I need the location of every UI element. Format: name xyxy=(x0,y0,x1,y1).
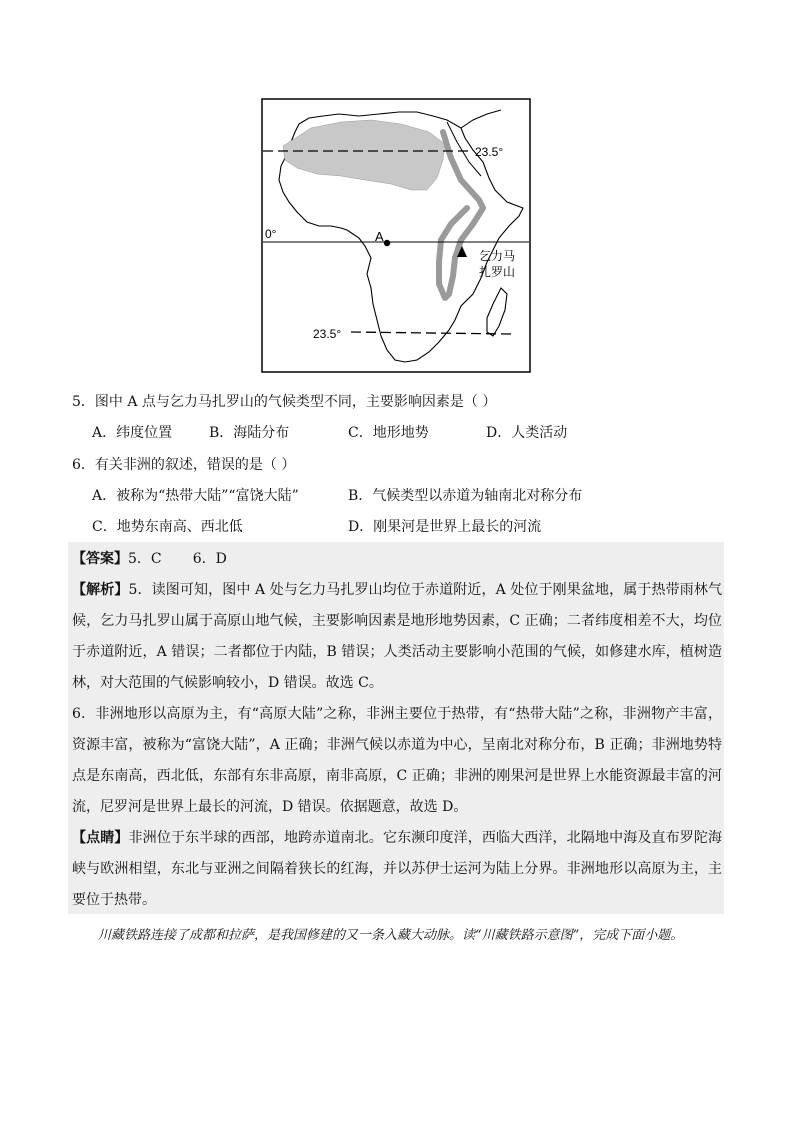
tip-text: 非洲位于东半球的西部，地跨赤道南北。它东濒印度洋，西临大西洋，北隔地中海及直布罗陀海峡与欧洲相望，东北与亚洲之间隔着狭长的红海，并以苏伊士运河为陆上分界。非洲地形以高原为主，主要位于热带。 xyxy=(72,830,723,908)
q5-option-b: B．海陆分布 xyxy=(209,425,290,441)
equator-label: 0° xyxy=(265,227,277,241)
answer-line xyxy=(72,544,722,575)
africa-map xyxy=(261,98,531,373)
answer-text: 5．C 6．D xyxy=(128,551,227,567)
q5-option-a: A．纬度位置 xyxy=(92,425,173,441)
next-question-intro: 川藏铁路连接了成都和拉萨，是我国修建的又一条入藏大动脉。读“川藏铁路示意图”，完成下面小题。 xyxy=(98,928,684,943)
analysis-q6-text: 6．非洲地形以高原为主，有“高原大陆”之称，非洲主要位于热带，有“热带大陆”之称，非洲物产丰富，资源丰富，被称为“富饶大陆”，A 正确；非洲气候以赤道为中心，呈南北对称分布，B 正确；非洲地势特点是东南高，西北低，东部有东非高原，南非高原，C 正确；非洲的刚果河是世界上水能资源最丰富的河流，尼罗河是世界上最长的河流，D 错误。依据题意，故选 D。 xyxy=(72,706,722,815)
analysis-q5-text: 5．读图可知，图中 A 处与乞力马扎罗山均位于赤道附近，A 处位于刚果盆地，属于热带雨林气候，乞力马扎罗山属于高原山地气候，主要影响因素是地形地势因素，C 正确；二者纬度相差不大，均位于赤道附近，A 错误；二者都位于内陆，B 错误；人类活动主要影响小范围的气候，如修建水库，植树造林，对大范围的气候影响较小，D 错误。故选 C。 xyxy=(72,582,722,691)
q6-option-a: A．被称为“热带大陆”“富饶大陆” xyxy=(92,488,299,504)
point-a-label: A xyxy=(375,229,384,244)
tropic-south-label: 23.5° xyxy=(313,327,342,341)
tip-block xyxy=(72,823,722,916)
mountain-label-line1: 乞力马 xyxy=(479,249,516,263)
analysis-q6 xyxy=(72,699,722,823)
question-5-stem: 5．图中 A 点与乞力马扎罗山的气候类型不同，主要影响因素是（ ） xyxy=(72,394,497,410)
analysis-q5 xyxy=(72,575,722,699)
answer-tag: 【答案】 xyxy=(72,551,128,567)
tip-tag: 【点睛】 xyxy=(72,830,129,846)
tropic-north-label: 23.5° xyxy=(475,145,504,159)
q6-option-d: D．刚果河是世界上最长的河流 xyxy=(348,519,542,535)
question-6-stem: 6．有关非洲的叙述，错误的是（ ） xyxy=(72,457,296,473)
mountain-label-line2: 扎罗山 xyxy=(479,265,516,279)
q6-option-c: C．地势东南高、西北低 xyxy=(92,519,243,535)
point-a-marker xyxy=(384,240,390,246)
analysis-tag: 【解析】 xyxy=(72,582,129,598)
q5-option-d: D．人类活动 xyxy=(486,425,568,441)
q6-option-b: B．气候类型以赤道为轴南北对称分布 xyxy=(348,488,583,504)
q5-option-c: C．地形地势 xyxy=(348,425,429,441)
